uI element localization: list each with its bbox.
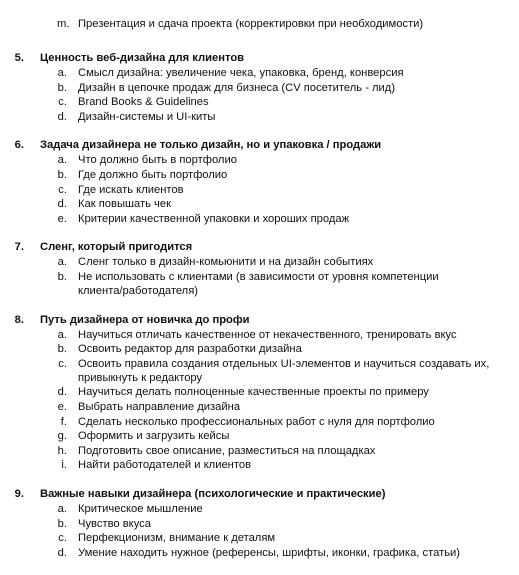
list-item-letter: d. [57,546,67,559]
list-item-text: Презентация и сдача проекта (корректировки при необходимости) [78,18,424,30]
list-item-letter: d. [57,198,67,211]
list-item-letter: a. [57,328,67,341]
list-item-text: Где искать клиентов [78,183,184,196]
list-item-text: Сделать несколько профессиональных работ с нуля для портфолио [78,415,435,428]
section-heading: Сленг, который пригодится [40,241,193,254]
list-item-text: Выбрать направление дизайна [78,401,241,413]
list-item-text: Не использовать с клиентами (в зависимости от уровня компетенции [78,271,439,283]
list-item-text: Критическое мышление [78,503,203,515]
list-item-letter: b. [57,169,67,181]
list-item-letter: g. [57,430,67,443]
section-number: 7. [14,241,24,254]
list-item-letter: b. [57,271,67,283]
list-item-text: Перфекционизм, внимание к деталям [78,532,276,545]
list-item-letter: b. [57,343,67,356]
list-item-letter: d. [57,386,67,399]
list-item-text: Найти работодателей и клиентов [78,459,252,472]
section-number: 6. [14,139,24,152]
list-item-text: Оформить и загрузить кейсы [78,430,230,443]
list-item-letter: c. [58,532,67,545]
list-item-letter: a. [57,67,67,79]
list-item-text: Научиться отличать качественное от некачественного, тренировать вкус [78,328,457,341]
list-item-letter: e. [57,212,67,225]
list-item-letter: c. [58,357,67,370]
list-item-text: Brand Books & Guidelines [78,96,209,109]
section-number: 5. [14,52,24,64]
list-item-letter: f. [60,415,67,428]
section-heading: Ценность веб-дизайна для клиентов [40,52,245,64]
list-item-text: клиента/работодателя) [78,285,198,297]
list-item-text: Освоить редактор для разработки дизайна [78,343,302,356]
list-item-letter: b. [57,81,67,94]
list-item-text: Дизайн в цепочке продаж для бизнеса (CV посетитель - лид) [78,81,396,94]
list-item-text: Где должно быть портфолио [78,169,228,181]
list-item-text: Критерии качественной упаковки и хороших продаж [78,212,350,225]
list-item-letter: c. [58,183,67,196]
list-item-letter: b. [57,517,67,530]
list-item-letter: e. [57,401,67,413]
list-item-text: Как повышать чек [78,198,171,211]
list-item-letter: a. [57,503,67,515]
list-item-text: Смысл дизайна: увеличение чека, упаковка, бренд, конверсия [78,67,404,79]
list-item-text: привыкнуть к редактору [78,371,203,384]
section-number: 9. [14,488,24,500]
list-item-letter: a. [57,154,67,167]
section-heading: Важные навыки дизайнера (психологические и практические) [40,488,386,500]
list-item-text: Умение находить нужное (референсы, шрифты, иконки, графика, статьи) [78,546,461,559]
list-item-text: Дизайн-системы и UI-киты [78,110,216,123]
list-item-text: Что должно быть в портфолио [78,154,237,167]
section-number: 8. [14,313,24,326]
list-item-text: Освоить правила создания отдельных UI-элементов и научиться создавать их, [78,357,490,370]
list-item-letter: i. [61,459,67,472]
list-item-letter: c. [58,96,67,109]
section-heading: Задача дизайнера не только дизайн, но и упаковка / продажи [40,139,382,152]
list-item-letter: h. [57,444,67,457]
section-heading: Путь дизайнера от новичка до профи [40,313,250,326]
list-item-text: Чувство вкуса [78,517,151,530]
list-item-letter: a. [57,256,67,269]
list-item-text: Сленг только в дизайн-комьюнити и на дизайн событиях [78,256,374,269]
list-item-text: Научиться делать полноценные качественные проекты по примеру [78,386,429,399]
list-item-letter: d. [57,110,67,123]
list-item-text: Подготовить свое описание, разместиться на площадках [78,444,376,457]
list-item-letter: m. [57,18,70,30]
